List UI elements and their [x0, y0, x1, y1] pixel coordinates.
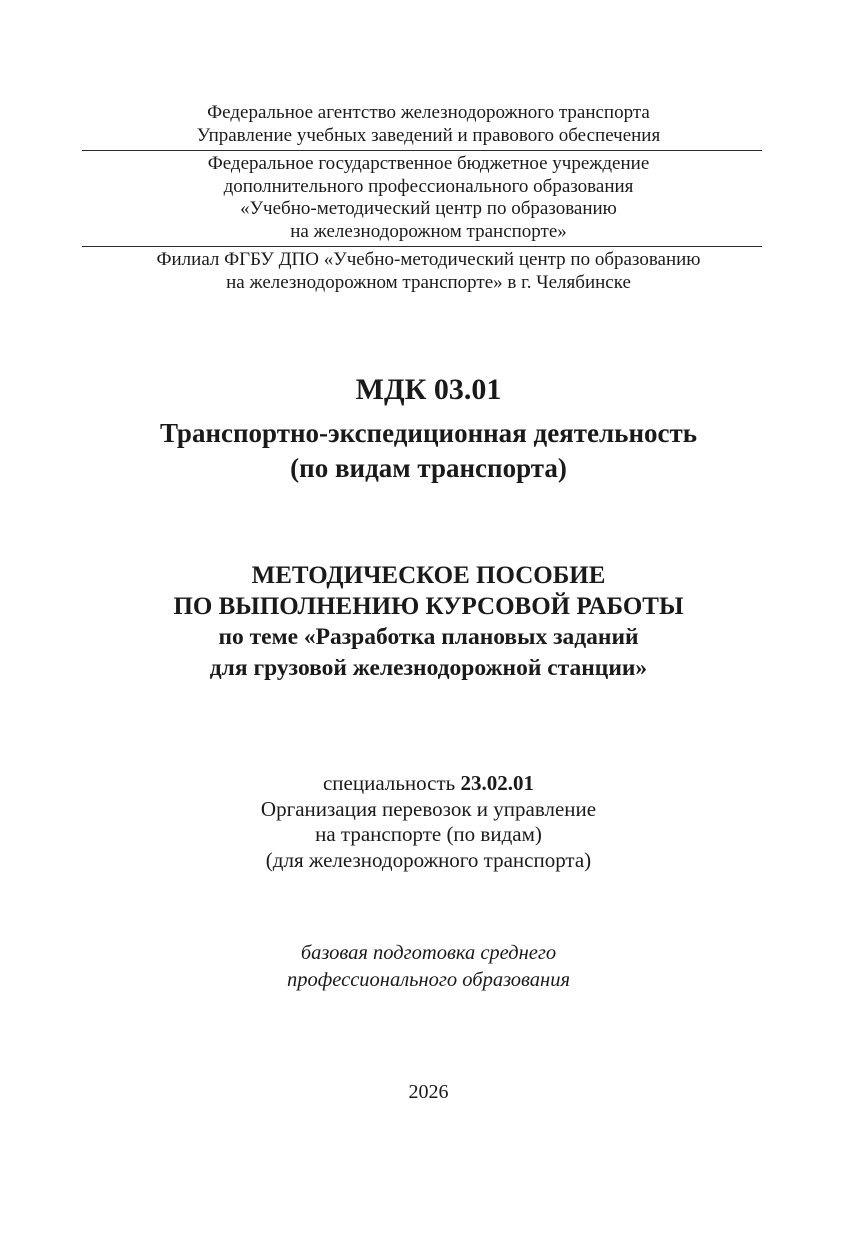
- manual-subtitle: [0, 560, 857, 622]
- institution-line: Федеральное государственное бюджетное учреждение: [207, 153, 650, 174]
- branch-header: [0, 249, 857, 294]
- course-code: МДК 03.01: [355, 373, 502, 406]
- specialty-block: [0, 771, 857, 873]
- education-level-line: базовая подготовка среднего: [300, 942, 557, 964]
- education-level: [0, 940, 857, 994]
- agency-header: [0, 102, 857, 147]
- institution-line: «Учебно-методический центр по образованию: [240, 198, 617, 219]
- course-title-line: (по видам транспорта): [290, 453, 567, 483]
- institution-header: [0, 153, 857, 243]
- specialty-line: Организация перевозок и управление: [260, 796, 597, 821]
- institution-line: дополнительного профессионального образования: [223, 175, 634, 197]
- topic: [0, 622, 857, 684]
- education-level-line: профессионального образования: [286, 969, 571, 991]
- specialty-prefix: специальность: [322, 771, 461, 795]
- institution-line: на железнодорожном транспорте»: [290, 220, 567, 242]
- agency-line: Федеральное агентство железнодорожного транспорта: [207, 102, 650, 123]
- topic-line: для грузовой железнодорожной станции»: [209, 655, 648, 681]
- specialty-code: 23.02.01: [460, 771, 534, 795]
- publication-year: 2026: [408, 1081, 449, 1103]
- course-title-line: Транспортно-экспедиционная деятельность: [159, 418, 698, 448]
- topic-line: по теме «Разработка плановых заданий: [218, 624, 639, 650]
- header-divider: [82, 150, 762, 151]
- specialty-line: (для железнодорожного транспорта): [265, 847, 592, 872]
- specialty-line: на транспорте (по видам): [315, 822, 542, 846]
- branch-line: Филиал ФГБУ ДПО «Учебно-методический центр по образованию: [156, 249, 701, 270]
- specialty-code-line: [0, 771, 857, 797]
- course-title: [0, 416, 857, 486]
- branch-line: на железнодорожном транспорте» в г. Челябинске: [226, 271, 631, 293]
- header-divider: [82, 246, 762, 247]
- subtitle-line: МЕТОДИЧЕСКОЕ ПОСОБИЕ: [251, 562, 606, 589]
- subtitle-line: ПО ВЫПОЛНЕНИЮ КУРСОВОЙ РАБОТЫ: [173, 593, 684, 620]
- agency-line: Управление учебных заведений и правового обеспечения: [196, 124, 661, 146]
